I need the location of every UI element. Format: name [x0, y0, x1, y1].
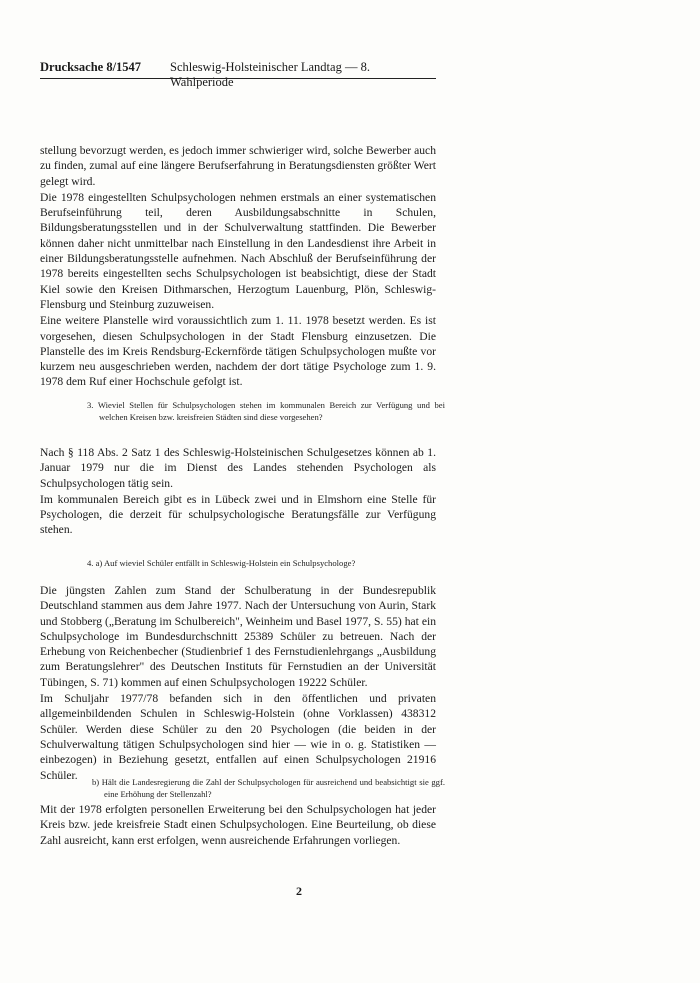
question-4b: b) Hält die Landesregierung die Zahl der Schulpsychologen für ausreichend und beabsichtigt sie ggf. eine Erhöhung der Stellenzahl?	[92, 777, 445, 799]
answer-section-1	[40, 143, 436, 391]
paragraph: Nach § 118 Abs. 2 Satz 1 des Schleswig-Holsteinischen Schulgesetzes können ab 1. Januar 1979 nur die im Dienst des Landes stehenden Psychologen als Schulpsychologen tätig sein.	[40, 446, 436, 490]
paragraph: Die jüngsten Zahlen zum Stand der Schulberatung in der Bundesrepublik Deutschland stammen aus dem Jahre 1977. Nach der Untersuchung von Aurin, Stark und Stobberg („Beratung im Schulbereich", Weinheim und Basel 1977, S. 55) hat ein Schulpsychologe im Bundesdurchschnitt 25389 Schüler zu betreuen. Nach der Erhebung von Reichenbecher (Studienbrief 1 des Fernstudienlehrgangs „Ausbildung zum Beratungslehrer" des Deutschen Instituts für Fernstudien an der Universität Tübingen, S. 71) kommen auf einen Schulpsychologen 19222 Schüler.	[40, 584, 436, 689]
paragraph: Mit der 1978 erfolgten personellen Erweiterung bei den Schulpsychologen hat jeder Kreis bzw. jede kreisfreie Stadt einen Schulpsychologen. Eine Beurteilung, ob diese Zahl ausreicht, kann erst erfolgen, wenn ausreichende Erfahrungen vorliegen.	[40, 803, 436, 847]
paragraph: Im kommunalen Bereich gibt es in Lübeck zwei und in Elmshorn eine Stelle für Psychologen, die derzeit für schulpsychologische Beratungsfälle zur Verfügung stehen.	[40, 492, 436, 537]
paragraph: Eine weitere Planstelle wird voraussichtlich zum 1. 11. 1978 besetzt werden. Es ist vorgesehen, diesen Schulpsychologen in der Stadt Flensburg einzusetzen. Die Planstelle des im Kreis Rendsburg-Eckernförde tätigen Schulpsychologen mußte vor kurzem neu ausgeschrieben werden, nachdem der dort tätige Psychologe zum 1. 9. 1978 dem Ruf einer Hochschule gefolgt ist.	[40, 314, 436, 389]
question-3: 3. Wieviel Stellen für Schulpsychologen stehen im kommunalen Bereich zur Verfügung und bei welchen Kreisen bzw. kreisfreien Städten sind diese vorgesehen?	[87, 400, 445, 422]
page-number: 2	[296, 884, 302, 898]
answer-section-3	[40, 583, 436, 784]
document-title: Schleswig-Holsteinischer Landtag — 8. Wahlperiode	[170, 60, 370, 89]
paragraph: stellung bevorzugt werden, es jedoch immer schwieriger wird, solche Bewerber auch zu finden, zumal auf eine längere Berufserfahrung in Beratungsdiensten größter Wert gelegt wird.	[40, 144, 436, 188]
question-4a: 4. a) Auf wieviel Schüler entfällt in Schleswig-Holstein ein Schulpsychologe?	[87, 558, 356, 568]
answer-section-2	[40, 445, 436, 539]
document-number: Drucksache 8/1547	[40, 60, 142, 74]
header-rule	[40, 78, 436, 79]
answer-section-4	[40, 802, 436, 849]
paragraph: Im Schuljahr 1977/78 befanden sich in den öffentlichen und privaten allgemeinbildenden Schulen in Schleswig-Holstein (ohne Vorklassen) 438312 Schüler. Werden diese Schüler zu den 20 Psychologen (die beiden in der Schulverwaltung tätigen Schulpsychologen sind hier — wie in o. g. Statistiken — einbezogen) in Beziehung gesetzt, entfallen auf einen Schulpsychologen 21916 Schüler.	[40, 692, 436, 782]
paragraph: Die 1978 eingestellten Schulpsychologen nehmen erstmals an einer systematischen Berufseinführung teil, deren Ausbildungsabschnitte in Schulen, Bildungsberatungsstellen und in der Schulverwaltung stattfinden. Die Bewerber können daher nicht unmittelbar nach Einstellung in den Landesdienst ihre Arbeit in einer Bildungsberatungsstelle aufnehmen. Nach Abschluß der Berufseinführung der 1978 bereits eingestellten sechs Schulpsychologen ist beabsichtigt, diese der Stadt Kiel sowie den Kreisen Dithmarschen, Herzogtum Lauenburg, Plön, Schleswig-Flensburg und Steinburg zuzuweisen.	[40, 190, 436, 311]
